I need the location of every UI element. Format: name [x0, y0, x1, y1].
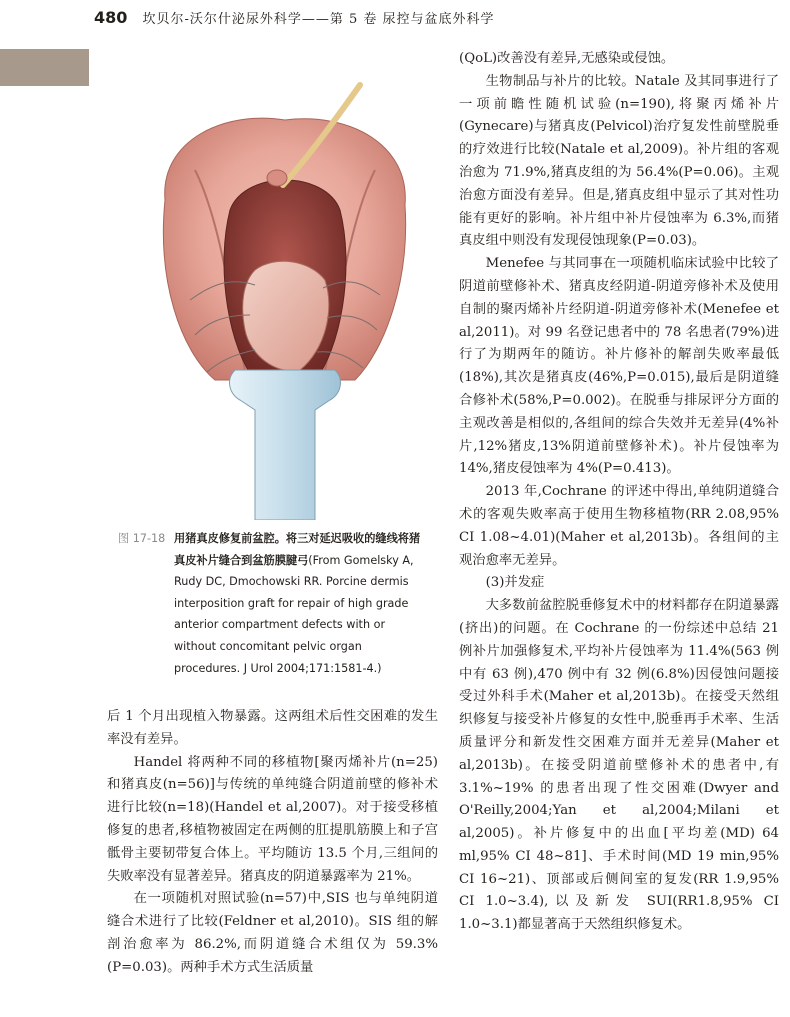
page-number: 480 [94, 8, 128, 27]
figure-caption [118, 528, 430, 679]
paragraph: 在一项随机对照试验(n=57)中,SIS 也与单纯阴道缝合术进行了比较(Feldner et al,2010)。SIS 组的解剖治愈率为 86.2%,而阴道缝合术组仅为 59.3%(P=0.03)。两种手术方式生活质量 [107, 891, 438, 975]
chapter-title: 尿控与盆底外科学 [382, 12, 495, 27]
retractor [230, 370, 341, 520]
paragraph: 大多数前盆腔脱垂修复术中的材料都存在阴道暴露(挤出)的问题。在 Cochrane 的一份综述中总结 21 例补片加强修复术,平均补片侵蚀率为 11.4%(563 例中有 63 例),470 例中有 32 例(6.8%)因侵蚀问题接受过外科手术(Maher et al,2013b)。在接受天然组织修复与接受补片修复的女性中,脱垂再手术率、生活质量评分和新发性交困难方面并无差异(Maher et al,2013b)。在接受阴道前壁修补术的患者中,有 3.1%~19% 的患者出现了性交困难(Dwyer and O'Reilly,2004;Yan et al,2004;Milani et al,2005)。补片修复中的出血[平均差(MD) 64 ml,95% CI 48~81]、手术时间(MD 19 min,95% CI 16~21)、顶部或后侧间室的复发(RR 1.9,95% CI 1.0~3.4),以及新发 SUI(RR1.8,95% CI 1.0~3.1)都显著高于天然组织修复术。 [459, 598, 779, 933]
paragraph: Menefee 与其同事在一项随机临床试验中比较了阴道前壁修补术、猪真皮经阴道-阴道旁修补术及使用自制的聚丙烯补片经阴道-阴道旁修补术(Menefee et al,2011)。对 99 名登记患者中的 78 名患者(79%)进行了为期两年的随访。补片修补的解剖失败率最低(18%),其次是猪真皮(46%,P=0.015),最后是阴道缝合修补术(58%,P=0.002)。在脱垂与排尿评分方面的主观改善是相似的,各组间的综合失效并无差异(4%补片,12%猪皮,13%阴道前壁修补术)。补片侵蚀率为 14%,猪皮侵蚀率为 4%(P=0.413)。 [459, 256, 779, 477]
page-edge-tab [0, 49, 89, 86]
right-column [459, 48, 779, 937]
caption-source: (From Gomelsky A, Rudy DC, Dmochowski RR. Porcine dermis interposition graft for repair of high grade anterior compartment defects with or without concomitant pelvic organ procedures. J Urol 2004;171:1581-4.) [174, 553, 414, 675]
caption-body [174, 528, 430, 679]
surgical-illustration [135, 50, 435, 520]
running-header [94, 8, 774, 28]
figure-label: 图 17-18 [118, 532, 166, 545]
section-heading: (3)并发症 [485, 575, 545, 591]
book-title: 坎贝尔-沃尔什泌尿外科学——第 5 卷 [142, 12, 378, 27]
paragraph: 2013 年,Cochrane 的评述中得出,单纯阴道缝合术的客观失败率高于使用生物移植物(RR 2.08,95% CI 1.08~4.01)(Maher et al,2013b)。各组间的主观治愈率无差异。 [459, 484, 779, 568]
paragraph: (QoL)改善没有差异,无感染或侵蚀。 [459, 51, 675, 66]
caption-title: 用猪真皮修复前盆腔。将三对延迟吸收的缝线将猪真皮补片缝合到盆筋膜腱弓 [174, 532, 421, 567]
paragraph: Handel 将两种不同的移植物[聚丙烯补片(n=25)和猪真皮(n=56)]与传统的单纯缝合阴道前壁的修补术进行比较(n=18)(Handel et al,2007)。对于接受移植修复的患者,移植物被固定在两侧的肛提肌筋膜上和子宫骶骨主要韧带复合体上。平均随访 13.5 个月,三组间的失败率没有显著差异。猪真皮的阴道暴露率为 21%。 [107, 754, 438, 884]
paragraph: 生物制品与补片的比较。Natale 及其同事进行了一项前瞻性随机试验(n=190),将聚丙烯补片(Gynecare)与猪真皮(Pelvicol)治疗复发性前壁脱垂的疗效进行比较(Natale et al,2009)。补片组的客观治愈为 71.9%,猪真皮组的为 56.4%(P=0.06)。主观治愈方面没有差异。但是,猪真皮组中显示了其对性功能有更好的影响。补片组中补片侵蚀率为 6.3%,而猪真皮组中则没有发现侵蚀现象(P=0.03)。 [459, 73, 779, 249]
paragraph: 后 1 个月出现植入物暴露。这两组术后性交困难的发生率没有差异。 [107, 709, 438, 747]
left-column [107, 706, 438, 980]
